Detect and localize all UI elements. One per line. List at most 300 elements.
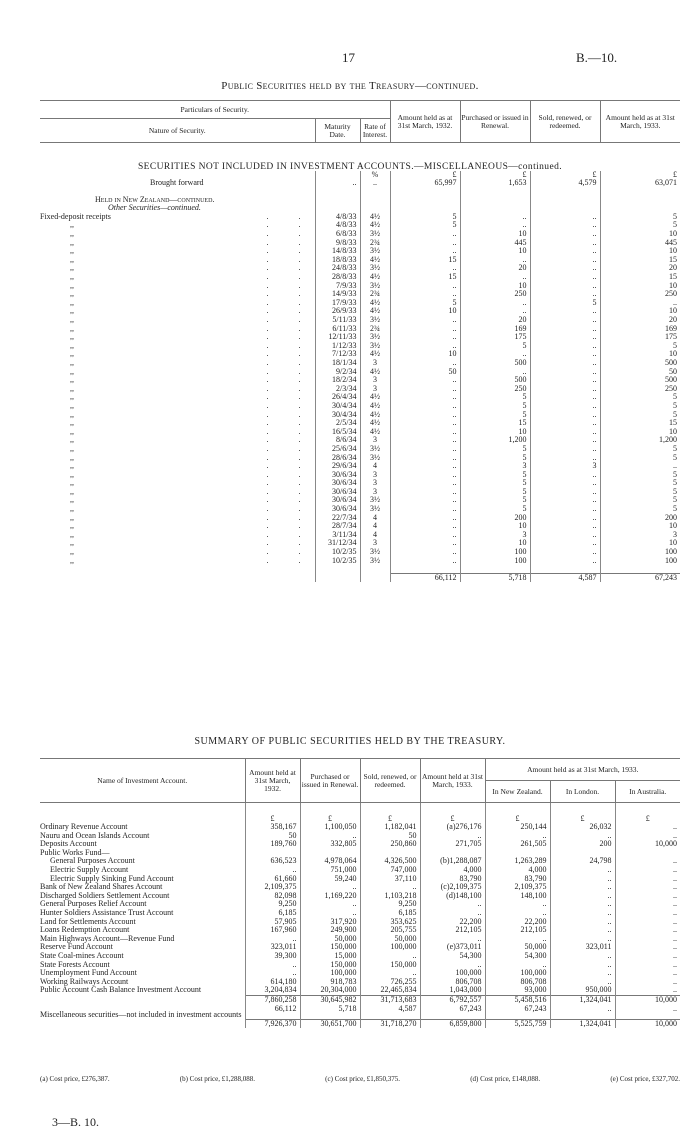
leader-dots: . . (266, 400, 315, 410)
cell: 3 (360, 471, 390, 480)
cell: 3½ (360, 333, 390, 342)
cell: 15 (390, 273, 460, 282)
cell: 3½ (360, 557, 390, 566)
cell: 189,760 (245, 840, 300, 849)
cell: 30/6/34 (315, 471, 360, 480)
leader-dots: . . (266, 349, 315, 359)
cell: 2¾ (360, 290, 390, 299)
footnote: (b) Cost price, £1,288,088. (179, 1075, 256, 1083)
cell: 2¾ (360, 325, 390, 334)
cell: 3/11/34 (315, 531, 360, 540)
account-name: General Purposes Relief Account (40, 900, 245, 909)
cell: 10/2/35 (315, 548, 360, 557)
cell: 30,651,700 (300, 1019, 360, 1028)
account-name: State Forests Account (40, 961, 245, 970)
cell: 3 (360, 385, 390, 394)
cell: .. (390, 471, 460, 480)
header-held-1932: Amount held as at 31st March, 1932. (390, 101, 460, 143)
table-row (40, 359, 680, 368)
table-row (40, 952, 680, 961)
cell: .. (390, 230, 460, 239)
cell: .. (460, 299, 530, 308)
cell: 5 (390, 221, 460, 230)
cell: 4,587 (360, 1005, 420, 1020)
cell: 30/6/34 (315, 488, 360, 497)
cell: 1,324,041 (550, 1019, 615, 1028)
cell: 59,240 (300, 875, 360, 884)
cell: 3 (360, 376, 390, 385)
cell: .. (420, 961, 485, 970)
cell: .. (530, 488, 600, 497)
cell: 6,185 (360, 909, 420, 918)
footnotes (40, 1075, 680, 1083)
leader-dots: . . (266, 280, 315, 290)
cell: .. (300, 883, 360, 892)
cell: .. (550, 883, 615, 892)
cell: 25/6/34 (315, 445, 360, 454)
cell: 14/8/33 (315, 247, 360, 256)
cell: 200 (460, 514, 530, 523)
security-name: ,, (70, 547, 74, 557)
leader-dots: . . (266, 461, 315, 471)
table-row (40, 857, 680, 866)
cell: .. (530, 247, 600, 256)
cell: 10,000 (615, 1019, 680, 1028)
cell: 5 (460, 471, 530, 480)
cell: .. (390, 264, 460, 273)
leader-dots: . . (266, 426, 315, 436)
cell: 50 (669, 366, 677, 376)
cell: .. (390, 282, 460, 291)
security-name: ,, (70, 246, 74, 256)
cell: 50 (360, 832, 420, 841)
account-name: Reserve Fund Account (40, 943, 245, 952)
cell: 15 (460, 419, 530, 428)
cell: 5 (460, 496, 530, 505)
security-name: ,, (70, 461, 74, 471)
unit-pound: £ (360, 815, 420, 824)
cell: .. (530, 325, 600, 334)
cell: 4½ (360, 213, 390, 222)
summary-title: SUMMARY OF PUBLIC SECURITIES HELD BY THE TREASURY. (194, 736, 506, 747)
cell: .. (390, 531, 460, 540)
table-row (40, 479, 680, 488)
cell: 918,783 (300, 978, 360, 987)
cell: 10,000 (655, 839, 677, 849)
cell: .. (530, 445, 600, 454)
cell: .. (390, 462, 460, 471)
cell: 10 (669, 246, 677, 256)
cell: 10 (460, 539, 530, 548)
other-securities-heading: Other Securities—continued. (40, 204, 315, 213)
cell: 175 (665, 332, 677, 342)
cell: 806,708 (485, 978, 550, 987)
leader-dots: . . (266, 315, 315, 324)
table-row (40, 539, 680, 548)
account-name: Public Account Cash Balance Investment Account (40, 986, 245, 995)
leader-dots: . . (266, 443, 315, 453)
security-name: ,, (70, 409, 74, 419)
cell: .. (390, 428, 460, 437)
cell: .. (390, 548, 460, 557)
cell: 26/9/33 (315, 307, 360, 316)
cell: 15 (390, 256, 460, 265)
table-row (40, 557, 680, 566)
unit-pound: £ (420, 815, 485, 824)
cell: 4½ (360, 419, 390, 428)
cell: 57,905 (245, 918, 300, 927)
security-name: ,, (70, 297, 74, 307)
cell: 50,000 (485, 943, 550, 952)
cell (615, 849, 680, 858)
cell: .. (530, 393, 600, 402)
security-name: ,, (70, 323, 74, 333)
cell: 3½ (360, 342, 390, 351)
cell: 5 (673, 478, 677, 488)
cell: 10 (669, 306, 677, 316)
sheet-mark: 3—B. 10. (52, 1115, 100, 1129)
cell: .. (300, 900, 360, 909)
cell: 100,000 (420, 969, 485, 978)
table-row (40, 969, 680, 978)
footnote: (e) Cost price, £327,702. (610, 1075, 680, 1083)
cell: .. (360, 179, 390, 188)
cell: 100,000 (360, 943, 420, 952)
cell: 167,960 (245, 926, 300, 935)
security-name: ,, (70, 254, 74, 264)
table-row (40, 376, 680, 385)
cell: 5 (460, 479, 530, 488)
cell: 50 (390, 368, 460, 377)
table-row (40, 909, 680, 918)
account-name: State Coal-mines Account (40, 952, 245, 961)
cell: 7/9/33 (315, 282, 360, 291)
table-row (40, 454, 680, 463)
cell: 10 (390, 350, 460, 359)
cell: 9/8/33 (315, 239, 360, 248)
cell: 358,167 (245, 823, 300, 832)
header-particulars: Particulars of Security. (40, 101, 390, 119)
cell: 4/8/33 (315, 221, 360, 230)
cell: .. (673, 968, 677, 978)
cell: .. (460, 350, 530, 359)
cell: 10 (460, 428, 530, 437)
cell: 205,755 (360, 926, 420, 935)
security-name: ,, (70, 504, 74, 514)
cell: 2/3/34 (315, 385, 360, 394)
cell: 17/9/33 (315, 299, 360, 308)
leader-dots: . . (266, 547, 315, 557)
cell: 83,790 (420, 875, 485, 884)
cell: .. (673, 908, 677, 918)
header-purchased: Purchased or issued in Renewal. (300, 759, 360, 803)
cell: .. (530, 350, 600, 359)
header-account-name: Name of Investment Account. (40, 759, 245, 803)
unit-pound: £ (245, 815, 300, 824)
cell: .. (390, 247, 460, 256)
cell: 67,243 (420, 1005, 485, 1020)
header-amount-held: Amount held as at 31st March, 1933. (485, 759, 680, 781)
leader-dots: . . (266, 332, 315, 342)
cell: .. (673, 882, 677, 892)
cell: .. (530, 454, 600, 463)
cell: 4/8/33 (315, 213, 360, 222)
cell: 4½ (360, 256, 390, 265)
cell: 100,000 (300, 969, 360, 978)
table-row (40, 514, 680, 523)
cell: 5,718 (300, 1005, 360, 1020)
cell: 150,000 (300, 943, 360, 952)
cell: 3 (530, 462, 600, 471)
cell: .. (390, 539, 460, 548)
cell: 4,978,064 (300, 857, 360, 866)
unit-pound: £ (550, 815, 615, 824)
cell: 5 (673, 409, 677, 419)
cell: 18/8/33 (315, 256, 360, 265)
cell: 5,525,759 (485, 1019, 550, 1028)
security-name: Fixed-deposit receipts (40, 211, 111, 221)
table-row (40, 385, 680, 394)
cell: 4½ (360, 402, 390, 411)
cell: 30/4/34 (315, 411, 360, 420)
cell: 1,200 (460, 436, 530, 445)
cell: 3 (360, 539, 390, 548)
cell: 261,505 (485, 840, 550, 849)
cell: .. (390, 514, 460, 523)
cell: .. (460, 221, 530, 230)
cell: 5 (673, 392, 677, 402)
cell: .. (673, 933, 677, 943)
cell: 50,000 (360, 935, 420, 944)
table-row (40, 256, 680, 265)
cell: 3½ (360, 264, 390, 273)
cell: .. (530, 402, 600, 411)
cell: 7/12/33 (315, 350, 360, 359)
cell: 169 (665, 323, 677, 333)
leader-dots: . . (266, 521, 315, 531)
cell: (c)2,109,375 (420, 883, 485, 892)
cell: .. (530, 505, 600, 514)
leader-dots: . . (266, 289, 315, 299)
cell: .. (673, 873, 677, 883)
cell: 22,200 (485, 918, 550, 927)
header-held-1933: Amount held at 31st March, 1933. (420, 759, 485, 803)
leader-dots: . . (266, 555, 315, 565)
table-row (40, 247, 680, 256)
cell: .. (530, 539, 600, 548)
cell: 5 (460, 488, 530, 497)
account-name: Main Highways Account—Revenue Fund (40, 935, 245, 944)
cell: .. (530, 290, 600, 299)
cell: 12/11/33 (315, 333, 360, 342)
cell: 5 (390, 213, 460, 222)
cell: (b)1,288,087 (420, 857, 485, 866)
cell: .. (245, 935, 300, 944)
footnote: (c) Cost price, £1,850,375. (325, 1075, 401, 1083)
cell: .. (530, 548, 600, 557)
cell: 1,653 (460, 179, 530, 188)
cell: 5 (530, 299, 600, 308)
held-nz-heading: Held in New Zealand—continued. (40, 196, 315, 205)
cell: .. (420, 909, 485, 918)
cell: 100 (460, 557, 530, 566)
account-name: General Purposes Account (40, 857, 245, 866)
cell: .. (390, 496, 460, 505)
cell: 10 (669, 280, 677, 290)
cell: 500 (665, 375, 677, 385)
account-name: Working Railways Account (40, 978, 245, 987)
security-label (40, 557, 315, 566)
leader-dots: . . (266, 323, 315, 333)
cell: 20,304,000 (300, 986, 360, 995)
leader-dots: . . (266, 529, 315, 539)
grand-total-row (40, 1019, 680, 1028)
cell: .. (550, 969, 615, 978)
cell: .. (530, 359, 600, 368)
cell: 271,705 (420, 840, 485, 849)
cell: 10 (669, 229, 677, 239)
cell: 7,926,370 (245, 1019, 300, 1028)
cell: .. (673, 925, 677, 935)
cell: 4,326,500 (360, 857, 420, 866)
table-row (40, 325, 680, 334)
cell: .. (530, 273, 600, 282)
cell: 148,100 (485, 892, 550, 901)
cell: .. (390, 342, 460, 351)
cell: 9,250 (360, 900, 420, 909)
security-name: ,, (70, 366, 74, 376)
leader-dots: . . (266, 340, 315, 350)
security-name: ,, (70, 529, 74, 539)
leader-dots: . . (266, 246, 315, 256)
unit-pound: £ (530, 171, 600, 180)
cell: 8/6/34 (315, 436, 360, 445)
cell: 3 (460, 462, 530, 471)
leader-dots: . . (266, 375, 315, 385)
cell: 500 (665, 357, 677, 367)
security-name: ,, (70, 289, 74, 299)
cell: 24/8/33 (315, 264, 360, 273)
cell: .. (530, 256, 600, 265)
security-name: ,, (70, 332, 74, 342)
leader-dots: . . (266, 366, 315, 376)
table-row (40, 393, 680, 402)
cell: .. (390, 522, 460, 531)
cell: 5,458,516 (485, 995, 550, 1004)
cell: .. (550, 1005, 615, 1020)
table-row (40, 299, 680, 308)
cell: .. (460, 256, 530, 265)
page-title: Public Securities held by the Treasury—continued. (221, 80, 479, 92)
table-row (40, 368, 680, 377)
security-name: ,, (70, 512, 74, 522)
cell: 4,587 (530, 573, 600, 582)
account-name: Electric Supply Sinking Fund Account (40, 875, 245, 884)
cell: 3 (360, 479, 390, 488)
cell: 9/2/34 (315, 368, 360, 377)
security-name: ,, (70, 443, 74, 453)
account-name: Deposits Account (40, 840, 245, 849)
cell: 250 (665, 289, 677, 299)
cell: .. (460, 213, 530, 222)
security-name: ,, (70, 349, 74, 359)
securities-table (40, 100, 680, 582)
cell: .. (550, 918, 615, 927)
cell: 5/11/33 (315, 316, 360, 325)
cell: 28/6/34 (315, 454, 360, 463)
table-row (40, 849, 680, 858)
cell: 150,000 (300, 961, 360, 970)
cell: .. (245, 969, 300, 978)
security-name: ,, (70, 357, 74, 367)
cell: 29/6/34 (315, 462, 360, 471)
leader-dots: . . (266, 263, 315, 273)
table-row (40, 316, 680, 325)
cell: .. (673, 822, 677, 832)
total-row (40, 573, 680, 582)
account-name: Nauru and Ocean Islands Account (40, 832, 245, 841)
cell: .. (530, 239, 600, 248)
cell: 4,000 (485, 866, 550, 875)
cell: 2,109,375 (485, 883, 550, 892)
cell: 6,185 (245, 909, 300, 918)
cell: 26,032 (550, 823, 615, 832)
cell: 4 (360, 531, 390, 540)
table-row (40, 350, 680, 359)
page-number: 17 (342, 50, 355, 65)
cell: 5 (460, 402, 530, 411)
cell: .. (673, 985, 677, 995)
cell: .. (460, 307, 530, 316)
cell: 10 (460, 230, 530, 239)
table-row (40, 522, 680, 531)
cell: 250 (460, 385, 530, 394)
cell: 82,098 (245, 892, 300, 901)
security-name: ,, (70, 392, 74, 402)
header-rate: Rate of Interest. (360, 119, 390, 143)
cell: 39,300 (245, 952, 300, 961)
cell: 3½ (360, 505, 390, 514)
cell: 10 (669, 521, 677, 531)
leader-dots: . . (266, 452, 315, 462)
cell: 10 (669, 349, 677, 359)
cell: 5 (460, 454, 530, 463)
cell: 5 (673, 452, 677, 462)
cell: 5 (673, 211, 677, 221)
header-held-1932: Amount held at 31st March, 1932. (245, 759, 300, 803)
cell: 16/5/34 (315, 428, 360, 437)
cell: 150,000 (360, 961, 420, 970)
brought-forward-row (40, 179, 680, 188)
cell: .. (530, 522, 600, 531)
cell: .. (390, 325, 460, 334)
cell: .. (530, 282, 600, 291)
leader-dots: . . (266, 495, 315, 505)
cell: .. (360, 883, 420, 892)
leader-dots: . . (266, 512, 315, 522)
table-row (40, 419, 680, 428)
security-name: ,, (70, 469, 74, 479)
cell: 747,000 (360, 866, 420, 875)
table-row (40, 239, 680, 248)
cell: 15 (669, 272, 677, 282)
cell: .. (460, 273, 530, 282)
cell: 3 (360, 488, 390, 497)
cell: .. (530, 368, 600, 377)
table-row (40, 282, 680, 291)
table-row (40, 918, 680, 927)
cell: 332,805 (300, 840, 360, 849)
